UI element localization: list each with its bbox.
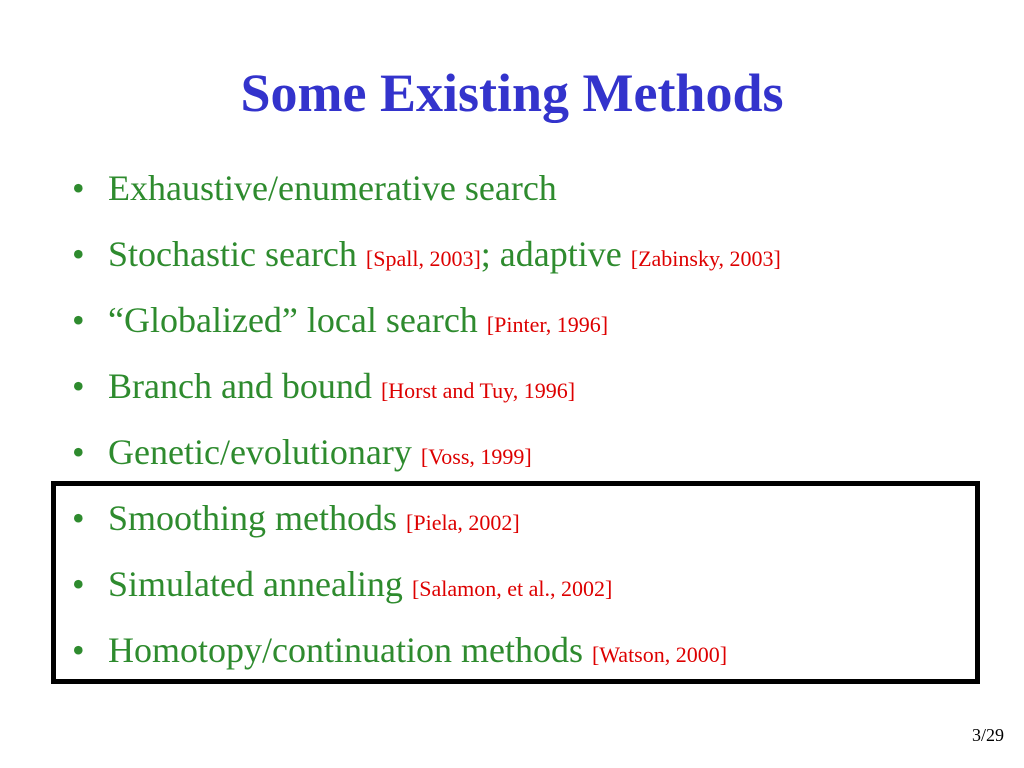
bullet-text: Genetic/evolutionary	[108, 432, 421, 472]
bullet-item	[72, 496, 520, 540]
citation: [Watson, 2000]	[591, 642, 728, 667]
bullet-dot: •	[72, 168, 85, 208]
citation: [Voss, 1999]	[420, 444, 532, 469]
bullet-item	[72, 232, 781, 276]
page-number: 3/29	[971, 725, 1004, 745]
bullet-text: Simulated annealing	[108, 564, 412, 604]
bullet-dot: •	[72, 234, 85, 274]
slide-title: Some Existing Methods	[240, 63, 784, 123]
bullet-dot: •	[72, 366, 85, 406]
bullet-text: Branch and bound	[108, 366, 381, 406]
bullet-text: “Globalized” local search	[108, 300, 487, 340]
bullet-item	[72, 430, 532, 474]
bullet-text: Homotopy/continuation methods	[108, 630, 592, 670]
bullet-dot: •	[72, 630, 85, 670]
bullet-dot: •	[72, 300, 85, 340]
bullet-item	[72, 298, 608, 342]
bullet-item	[72, 628, 727, 672]
bullet-text: Stochastic search	[108, 234, 366, 274]
bullet-item	[72, 166, 557, 210]
bullet-item	[72, 562, 612, 606]
citation: [Horst and Tuy, 1996]	[380, 378, 576, 403]
citation: [Salamon, et al., 2002]	[411, 576, 613, 601]
citation: [Spall, 2003]	[365, 246, 481, 271]
citation: [Piela, 2002]	[406, 510, 520, 535]
bullet-text: Smoothing methods	[108, 498, 407, 538]
bullet-text-continued: ; adaptive	[480, 234, 631, 274]
bullet-dot: •	[72, 498, 85, 538]
bullet-dot: •	[72, 432, 85, 472]
bullet-text: Exhaustive/enumerative search	[108, 168, 557, 208]
bullet-dot: •	[72, 564, 85, 604]
citation: [Pinter, 1996]	[486, 312, 609, 337]
bullet-item	[72, 364, 575, 408]
citation: [Zabinsky, 2003]	[630, 246, 781, 271]
